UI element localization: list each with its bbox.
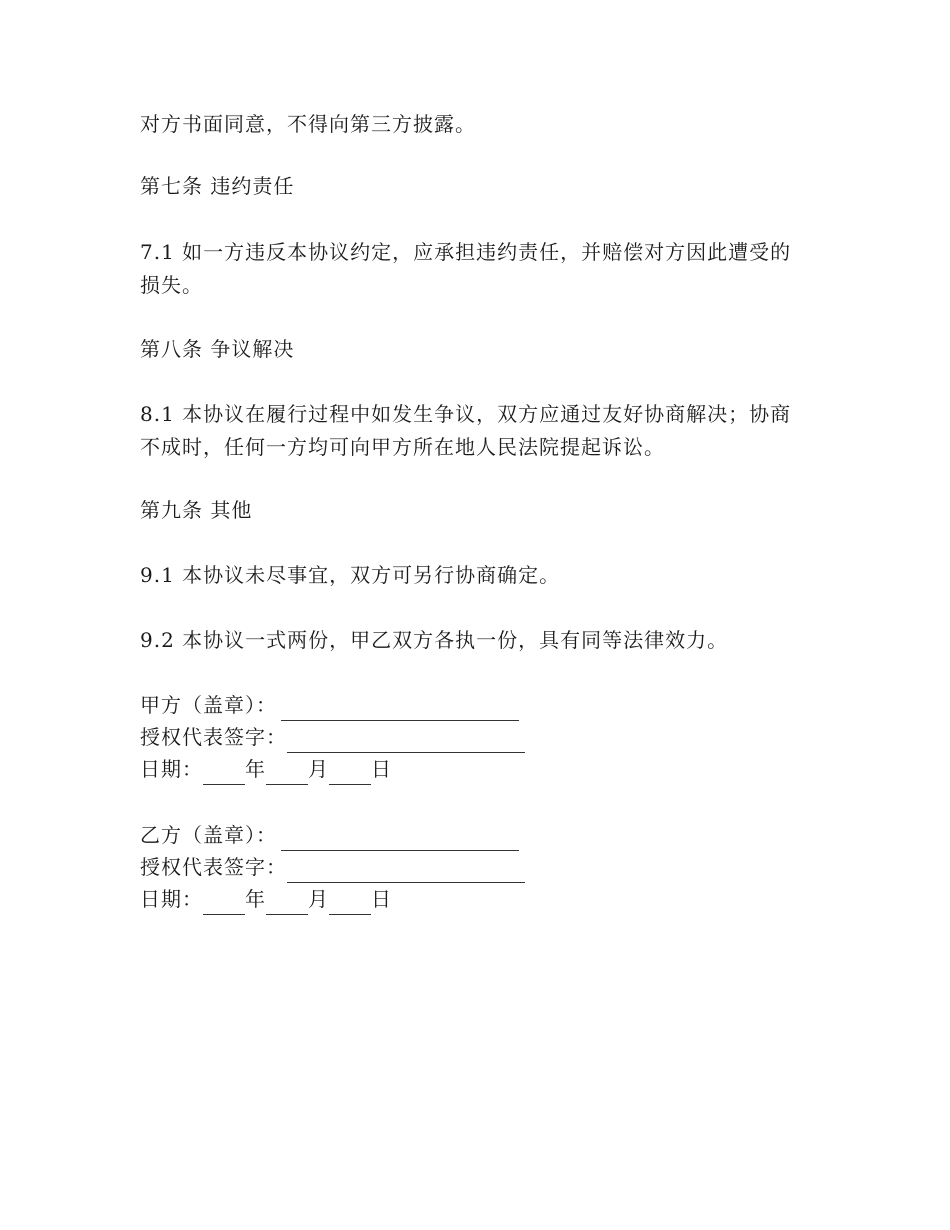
party-b-rep-blank[interactable] [287,860,525,883]
party-b-rep-row [140,851,525,883]
party-b-day-label: 日 [371,887,392,911]
party-b-month-label: 月 [308,887,329,911]
party-b-seal-label: 乙方（盖章）： [140,823,277,847]
party-b-date-label: 日期： [140,887,203,911]
party-a-rep-label: 授权代表签字： [140,725,287,749]
party-a-date-label: 日期： [140,757,203,781]
party-a-year-label: 年 [245,757,266,781]
party-b-year-label: 年 [245,887,266,911]
party-a-day-label: 日 [371,757,392,781]
article-8-1: 8.1 本协议在履行过程中如发生争议，双方应通过友好协商解决；协商不成时，任何一方均可向甲方所在地人民法院提起诉讼。 [140,402,792,459]
party-a-month-label: 月 [308,757,329,781]
party-a-date-row [140,753,392,785]
party-b-date-row [140,883,392,915]
party-a-seal-row [140,689,519,721]
article-7-title: 第七条 违约责任 [140,174,295,198]
party-a-month-blank[interactable] [266,762,308,785]
party-a-seal-label: 甲方（盖章）： [140,693,277,717]
party-a-seal-blank[interactable] [281,698,519,721]
party-a-day-blank[interactable] [329,762,371,785]
article-9-2: 9.2 本协议一式两份，甲乙双方各执一份，具有同等法律效力。 [140,628,729,652]
party-a-rep-row [140,721,525,753]
article-8-title: 第八条 争议解决 [140,337,295,361]
party-a-year-blank[interactable] [203,762,245,785]
article-9-1: 9.1 本协议未尽事宜，双方可另行协商确定。 [140,563,561,587]
party-b-rep-label: 授权代表签字： [140,855,287,879]
party-a-rep-blank[interactable] [287,730,525,753]
article-7-1: 7.1 如一方违反本协议约定，应承担违约责任，并赔偿对方因此遭受的损失。 [140,240,792,297]
party-b-year-blank[interactable] [203,892,245,915]
party-b-seal-blank[interactable] [281,828,519,851]
party-b-month-blank[interactable] [266,892,308,915]
article-9-title: 第九条 其他 [140,498,253,522]
paragraph-privacy-tail: 对方书面同意，不得向第三方披露。 [140,112,476,136]
party-b-seal-row [140,819,519,851]
party-b-day-blank[interactable] [329,892,371,915]
